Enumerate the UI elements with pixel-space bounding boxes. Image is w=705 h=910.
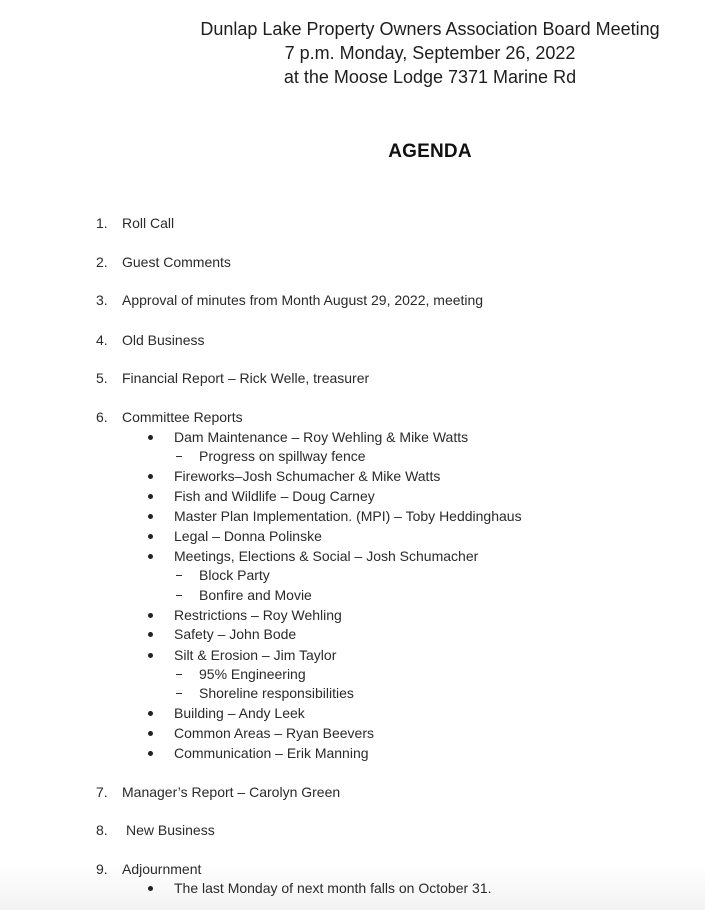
- item-number: 7.: [96, 784, 108, 800]
- header-datetime: 7 p.m. Monday, September 26, 2022: [284, 43, 576, 63]
- committee-text: Dam Maintenance – Roy Wehling & Mike Watts: [174, 429, 469, 445]
- bullet-icon: [148, 886, 153, 891]
- bullet-icon: [148, 514, 153, 519]
- committee-text: Building – Andy Leek: [174, 705, 305, 721]
- committee-text: Silt & Erosion – Jim Taylor: [174, 647, 337, 663]
- item-number: 6.: [96, 409, 108, 425]
- item-text: Old Business: [122, 332, 205, 348]
- dash-icon: [176, 674, 182, 675]
- committee-text: Communication – Erik Manning: [174, 745, 369, 761]
- item-text: New Business: [126, 822, 215, 838]
- item-text: Roll Call: [122, 215, 175, 231]
- item-number: 3.: [96, 292, 108, 308]
- sub-item-text: Bonfire and Movie: [199, 587, 312, 603]
- bullet-icon: [148, 474, 153, 479]
- committee-text: Restrictions – Roy Wehling: [174, 607, 342, 623]
- item-text: Committee Reports: [122, 409, 243, 425]
- item-number: 5.: [96, 370, 108, 386]
- bullet-icon: [148, 731, 153, 736]
- committee-text: Fireworks–Josh Schumacher & Mike Watts: [174, 468, 441, 484]
- sub-item-text: 95% Engineering: [199, 666, 306, 682]
- committee-text: Legal – Donna Polinske: [174, 528, 322, 544]
- sub-item-text: Progress on spillway fence: [199, 448, 366, 464]
- bullet-icon: [148, 632, 153, 637]
- dash-icon: [176, 595, 182, 596]
- dash-icon: [176, 693, 182, 694]
- item-number: 4.: [96, 332, 108, 348]
- bullet-icon: [148, 534, 153, 539]
- committee-text: Common Areas – Ryan Beevers: [174, 725, 374, 741]
- item-text: Manager’s Report – Carolyn Green: [122, 784, 341, 800]
- bullet-icon: [148, 554, 153, 559]
- bullet-icon: [148, 435, 153, 440]
- item-number: 1.: [96, 215, 108, 231]
- header-title: Dunlap Lake Property Owners Association Board Meeting: [200, 19, 660, 39]
- committee-text: Meetings, Elections & Social – Josh Schumacher: [174, 548, 479, 564]
- bullet-icon: [148, 711, 153, 716]
- item-text: Approval of minutes from Month August 29, 2022, meeting: [122, 292, 484, 308]
- sub-item-text: Shoreline responsibilities: [199, 685, 354, 701]
- item-number: 9.: [96, 861, 108, 877]
- sub-item-text: Block Party: [199, 567, 270, 583]
- committee-text: Safety – John Bode: [174, 626, 297, 642]
- bullet-icon: [148, 613, 153, 618]
- item-number: 8.: [96, 822, 108, 838]
- item-text: Guest Comments: [122, 254, 231, 270]
- dash-icon: [176, 456, 182, 457]
- header-location: at the Moose Lodge 7371 Marine Rd: [283, 67, 577, 87]
- item-text: Financial Report – Rick Welle, treasurer: [122, 370, 370, 386]
- bullet-icon: [148, 751, 153, 756]
- bullet-icon: [148, 653, 153, 658]
- item-number: 2.: [96, 254, 108, 270]
- committee-text: Master Plan Implementation. (MPI) – Toby Heddinghaus: [174, 508, 522, 524]
- bullet-icon: [148, 494, 153, 499]
- agenda-title: AGENDA: [388, 141, 472, 162]
- committee-text: Fish and Wildlife – Doug Carney: [174, 488, 375, 504]
- note-text: The last Monday of next month falls on October 31.: [174, 880, 492, 896]
- dash-icon: [176, 575, 182, 576]
- item-text: Adjournment: [122, 861, 202, 877]
